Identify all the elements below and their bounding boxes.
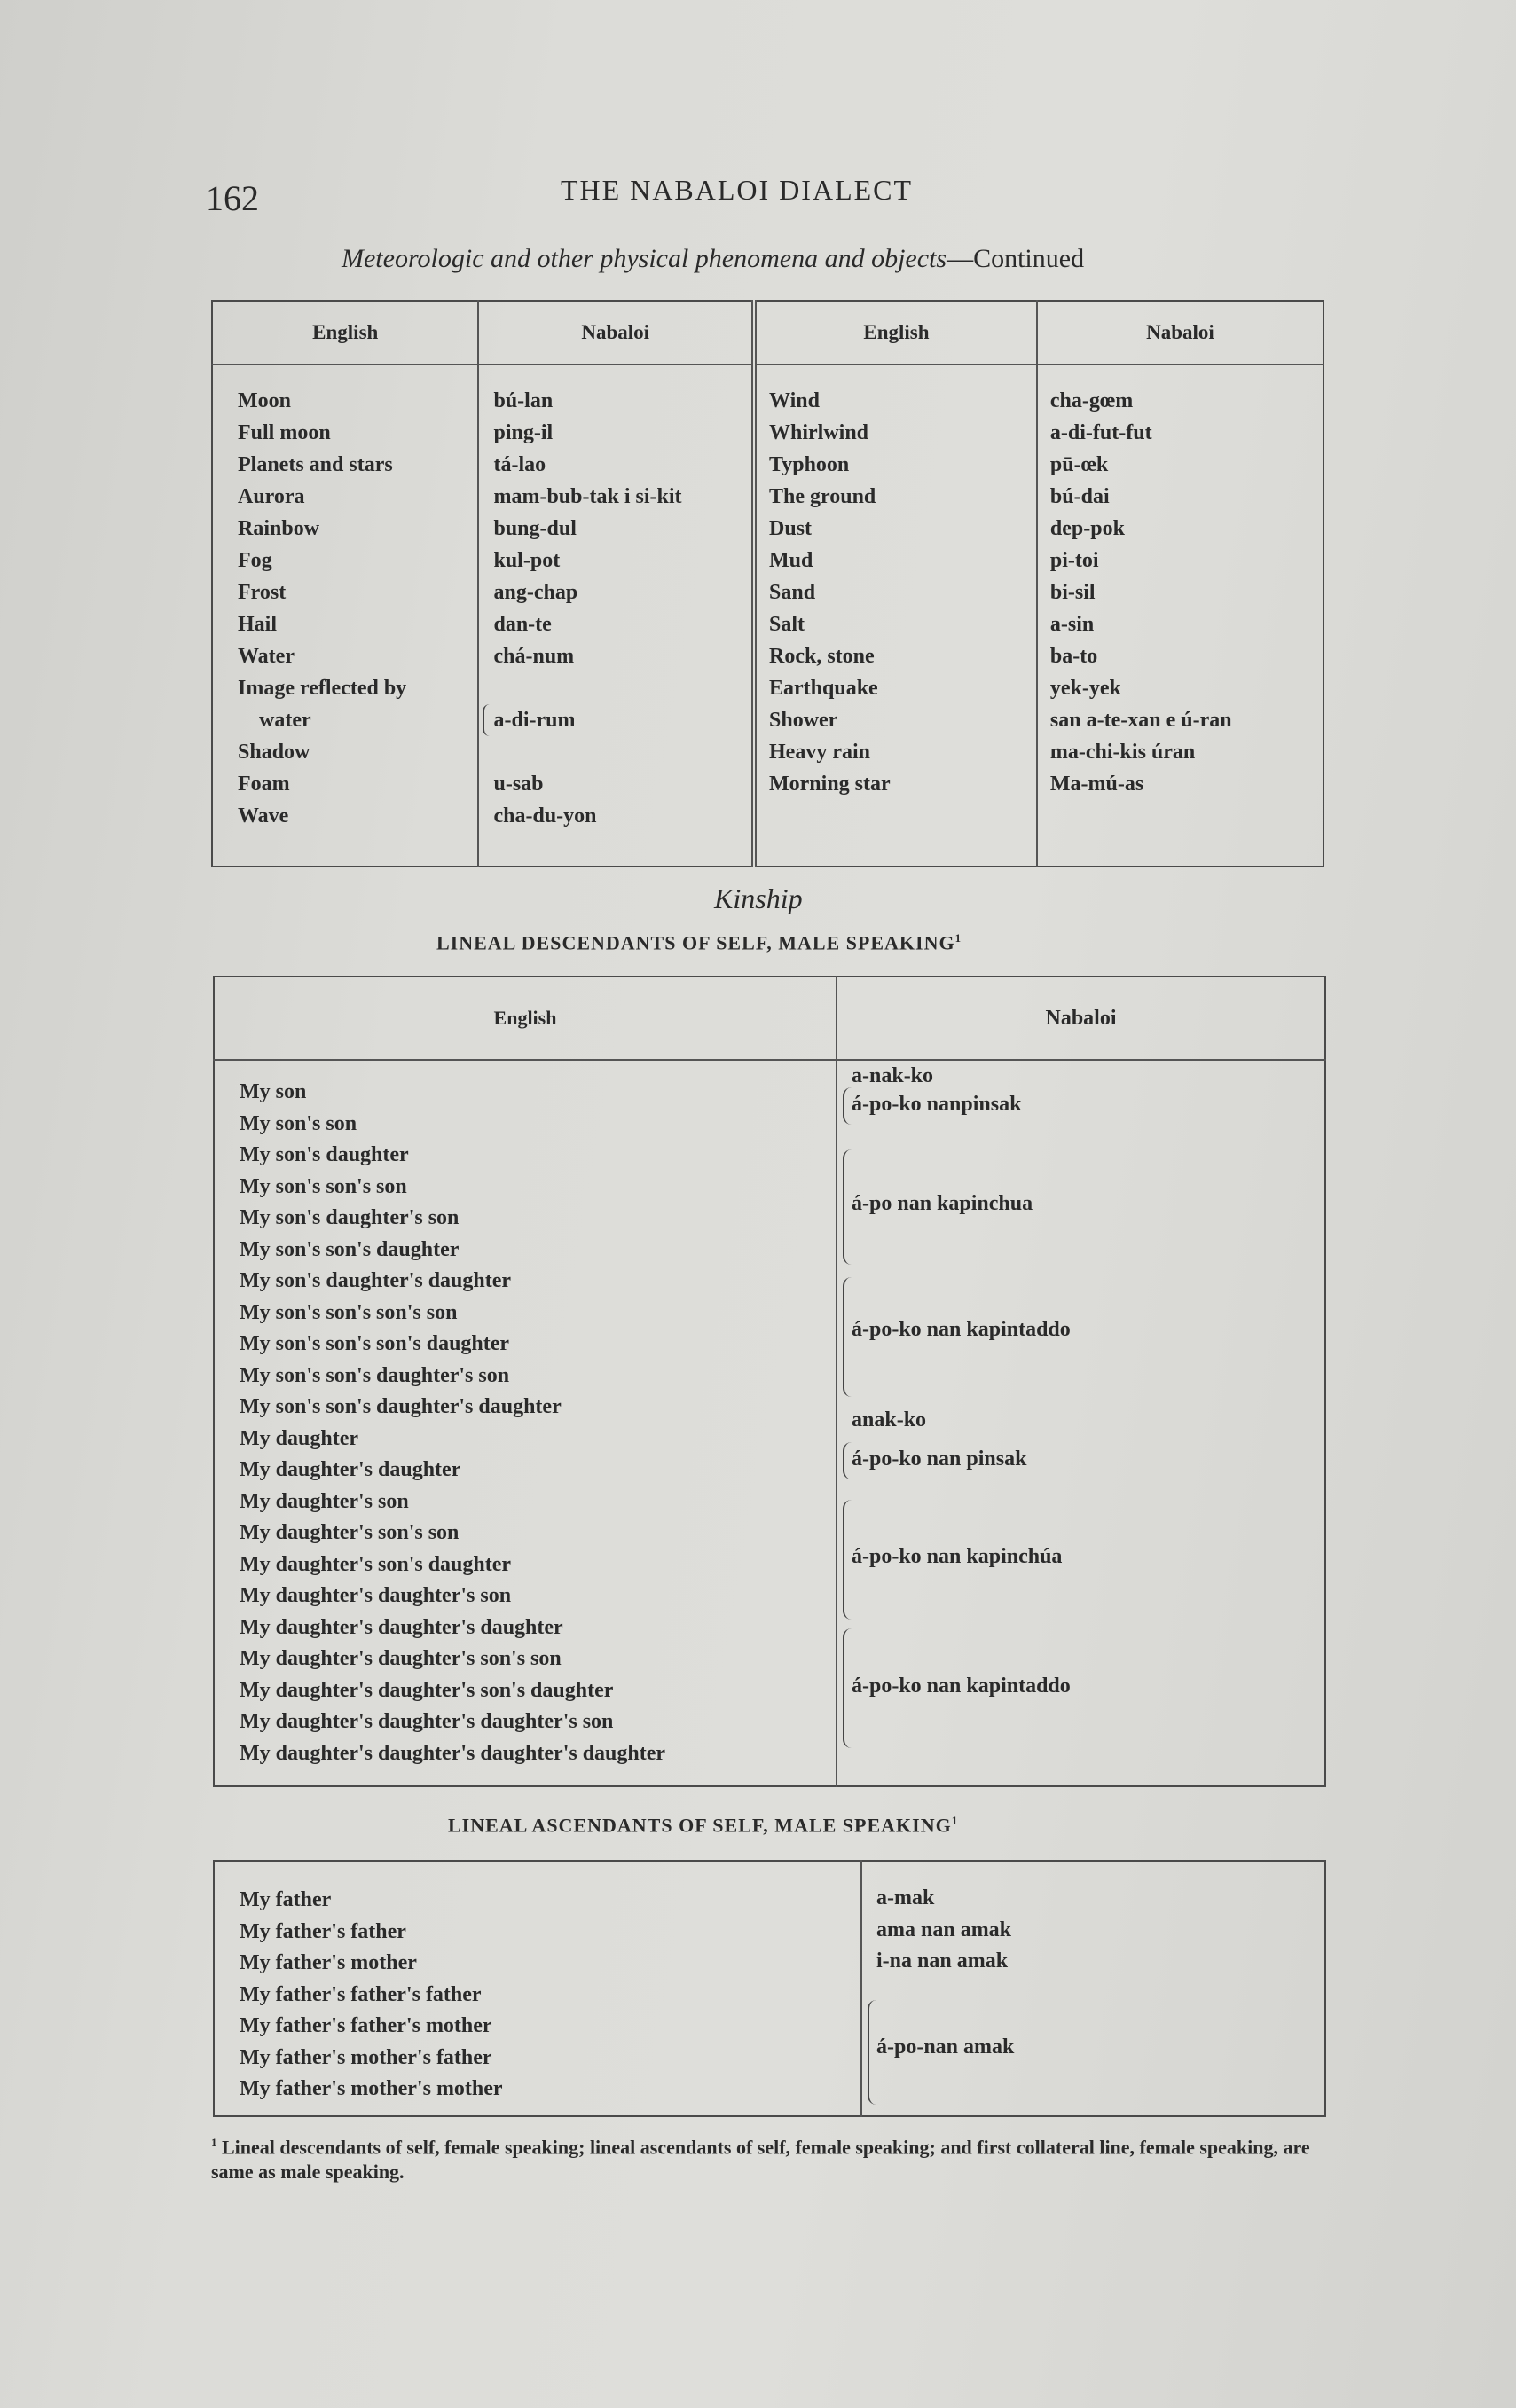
table-cell: Salt bbox=[769, 613, 805, 636]
table-cell: My son's son's daughter bbox=[240, 1237, 460, 1261]
table-cell: Sand bbox=[769, 581, 816, 604]
table-cell: Wave bbox=[238, 804, 289, 828]
table-cell: My father's mother's father bbox=[240, 2045, 492, 2069]
brace bbox=[843, 1628, 852, 1748]
table-cell: My son's son's son's daughter bbox=[240, 1332, 510, 1355]
table-cell: chá-num bbox=[493, 645, 575, 668]
table-cell: My daughter's daughter's son bbox=[240, 1584, 512, 1607]
table-cell: Heavy rain bbox=[769, 741, 870, 764]
table-cell: kul-pot bbox=[493, 549, 561, 572]
table-cell: Typhoon bbox=[769, 453, 850, 476]
table-cell: My daughter's daughter's son's daughter bbox=[240, 1678, 614, 1702]
brace bbox=[843, 1442, 852, 1479]
brace bbox=[843, 1087, 852, 1125]
table-cell: Rainbow bbox=[238, 517, 320, 540]
table-cell: My daughter's son's son bbox=[240, 1521, 460, 1544]
table-cell: bung-dul bbox=[493, 517, 577, 540]
table-cell bbox=[493, 672, 751, 704]
footnote-mark: 1 bbox=[211, 2136, 217, 2149]
header-nabaloi-right: Nabaloi bbox=[1037, 301, 1324, 365]
table-cell: á-po-ko nan kapintaddo bbox=[852, 1675, 1071, 1698]
table-cell: Foam bbox=[238, 773, 290, 796]
table-caption bbox=[342, 244, 1084, 274]
table-cell: Wind bbox=[769, 389, 820, 412]
footnote bbox=[211, 2130, 1329, 2184]
header-nabaloi: Nabaloi bbox=[837, 977, 1325, 1060]
table-cell: water bbox=[259, 709, 311, 732]
table-cell: My daughter's daughter's daughter bbox=[240, 1615, 563, 1639]
table-cell: á-po-ko nan pinsak bbox=[852, 1447, 1027, 1471]
table-cell: Whirlwind bbox=[769, 421, 869, 444]
table-cell: Water bbox=[238, 645, 295, 668]
table-cell: bi-sil bbox=[1049, 581, 1096, 604]
table-cell: Earthquake bbox=[769, 677, 878, 700]
table-cell: pi-toi bbox=[1049, 549, 1099, 572]
descendants-english-column bbox=[214, 1060, 837, 1786]
table-cell: Moon bbox=[238, 389, 291, 412]
table-cell: My father's mother bbox=[240, 1951, 417, 1974]
table-cell: My son's son's daughter's son bbox=[240, 1363, 510, 1387]
table-cell: My son's son's daughter's daughter bbox=[240, 1395, 562, 1418]
table-cell: á-po-nan amak bbox=[876, 2035, 1015, 2059]
table-cell: yek-yek bbox=[1049, 677, 1121, 700]
table-cell: bú-lan bbox=[493, 389, 554, 412]
table-cell: cha-gœm bbox=[1049, 389, 1134, 412]
footnote-ref: 1 bbox=[954, 931, 962, 945]
table-cell bbox=[493, 736, 751, 768]
ascendants-table bbox=[213, 1860, 1326, 2117]
ascendants-nabaloi-column bbox=[861, 1861, 1325, 2116]
header-english-right: English bbox=[754, 301, 1037, 365]
descendants-heading bbox=[436, 931, 962, 954]
table-cell: Hail bbox=[238, 613, 278, 636]
brace bbox=[843, 1149, 852, 1265]
table-cell: My daughter bbox=[240, 1426, 358, 1450]
table-cell: pū-œk bbox=[1049, 453, 1109, 476]
table-cell: My father's father's mother bbox=[240, 2014, 492, 2037]
header-english-left: English bbox=[212, 301, 478, 365]
brace bbox=[843, 1277, 852, 1397]
table-cell: Full moon bbox=[238, 421, 331, 444]
phenomena-table bbox=[211, 300, 1324, 867]
table-cell: My father's father's father bbox=[240, 1982, 482, 2006]
table-cell: Shower bbox=[769, 709, 838, 732]
table-cell: a-di-fut-fut bbox=[1049, 421, 1152, 444]
table-cell: ma-chi-kis úran bbox=[1049, 741, 1196, 764]
ascendants-heading bbox=[448, 1814, 958, 1837]
table-cell: ba-to bbox=[1049, 645, 1098, 668]
table-cell: ama nan amak bbox=[876, 1918, 1012, 1941]
right-nabaloi-column bbox=[1037, 365, 1324, 867]
table-cell: My father bbox=[240, 1888, 332, 1911]
table-cell: My son's son bbox=[240, 1111, 357, 1135]
table-cell: My daughter's daughter's son's son bbox=[240, 1647, 562, 1670]
header-nabaloi-left: Nabaloi bbox=[478, 301, 754, 365]
ascendants-english-column bbox=[214, 1861, 861, 2116]
right-english-column bbox=[754, 365, 1037, 867]
running-title: THE NABALOI DIALECT bbox=[561, 174, 914, 206]
caption-italic: Meteorologic and other physical phenomena and objects bbox=[342, 244, 947, 273]
ascendants-heading-text: LINEAL ASCENDANTS OF SELF, MALE SPEAKING bbox=[448, 1814, 952, 1837]
table-cell: My son's daughter bbox=[240, 1143, 409, 1166]
table-cell: bú-dai bbox=[1049, 485, 1110, 508]
table-cell: u-sab bbox=[493, 773, 544, 796]
table-cell: á-po-ko nanpinsak bbox=[852, 1093, 1022, 1116]
table-cell: cha-du-yon bbox=[493, 804, 597, 828]
header-english: English bbox=[214, 977, 837, 1060]
table-cell: á-po-ko nan kapinchúa bbox=[852, 1545, 1063, 1568]
table-cell: Frost bbox=[238, 581, 287, 604]
footnote-text: Lineal descendants of self, female speaking; lineal ascendants of self, female speaking; and first collateral line, female speaking, are same as male speaking. bbox=[211, 2136, 1310, 2184]
table-cell: My daughter's son bbox=[240, 1489, 409, 1513]
table-cell: dep-pok bbox=[1049, 517, 1125, 540]
brace bbox=[868, 2000, 876, 2105]
table-cell: á-po-ko nan kapintaddo bbox=[852, 1318, 1071, 1341]
table-cell: mam-bub-tak i si-kit bbox=[493, 485, 682, 508]
table-cell: a-sin bbox=[1049, 613, 1095, 636]
table-cell: anak-ko bbox=[852, 1408, 927, 1431]
table-cell: My daughter's daughter's daughter's daughter bbox=[240, 1741, 666, 1765]
table-cell: Mud bbox=[769, 549, 813, 572]
table-cell: The ground bbox=[769, 485, 876, 508]
table-cell: My daughter's daughter's daughter's son bbox=[240, 1710, 614, 1733]
table-cell: My daughter's son's daughter bbox=[240, 1552, 512, 1576]
table-cell: tá-lao bbox=[493, 453, 546, 476]
table-cell: ang-chap bbox=[493, 581, 578, 604]
left-nabaloi-column bbox=[478, 365, 754, 867]
table-cell: Shadow bbox=[238, 741, 310, 764]
table-cell: Image reflected by bbox=[238, 677, 407, 700]
table-cell: My father's father bbox=[240, 1919, 406, 1943]
section-title-kinship: Kinship bbox=[714, 882, 803, 914]
table-cell: My son's son's son's son bbox=[240, 1300, 458, 1324]
table-cell: a-di-rum bbox=[483, 704, 751, 736]
descendants-nabaloi-column bbox=[837, 1060, 1325, 1786]
table-cell: My son's daughter's daughter bbox=[240, 1269, 512, 1292]
left-english-column bbox=[212, 365, 478, 867]
table-cell: san a-te-xan e ú-ran bbox=[1049, 709, 1232, 732]
page-number: 162 bbox=[206, 178, 259, 218]
descendants-heading-text: LINEAL DESCENDANTS OF SELF, MALE SPEAKING bbox=[436, 931, 955, 954]
table-cell: My son's son's son bbox=[240, 1174, 407, 1198]
brace bbox=[843, 1500, 852, 1620]
table-cell: My son's daughter's son bbox=[240, 1206, 460, 1229]
table-cell: ping-il bbox=[493, 421, 554, 444]
table-cell: My daughter's daughter bbox=[240, 1458, 461, 1481]
table-cell: Fog bbox=[238, 549, 272, 572]
table-cell: My son bbox=[240, 1080, 307, 1103]
table-cell: My father's mother's mother bbox=[240, 2077, 503, 2100]
table-cell: a-nak-ko bbox=[852, 1064, 934, 1087]
table-cell: i-na nan amak bbox=[876, 1949, 1009, 1973]
footnote-ref: 1 bbox=[951, 1814, 959, 1827]
table-cell: á-po nan kapinchua bbox=[852, 1192, 1033, 1215]
table-cell: Morning star bbox=[769, 773, 891, 796]
table-cell: Dust bbox=[769, 517, 813, 540]
table-cell: a-mak bbox=[876, 1886, 935, 1910]
descendants-table bbox=[213, 976, 1326, 1787]
table-cell: dan-te bbox=[493, 613, 552, 636]
table-cell: Ma-mú-as bbox=[1049, 773, 1144, 796]
table-cell: Aurora bbox=[238, 485, 305, 508]
caption-continued: —Continued bbox=[947, 244, 1085, 273]
table-cell: Planets and stars bbox=[238, 453, 393, 476]
table-cell: Rock, stone bbox=[769, 645, 875, 668]
